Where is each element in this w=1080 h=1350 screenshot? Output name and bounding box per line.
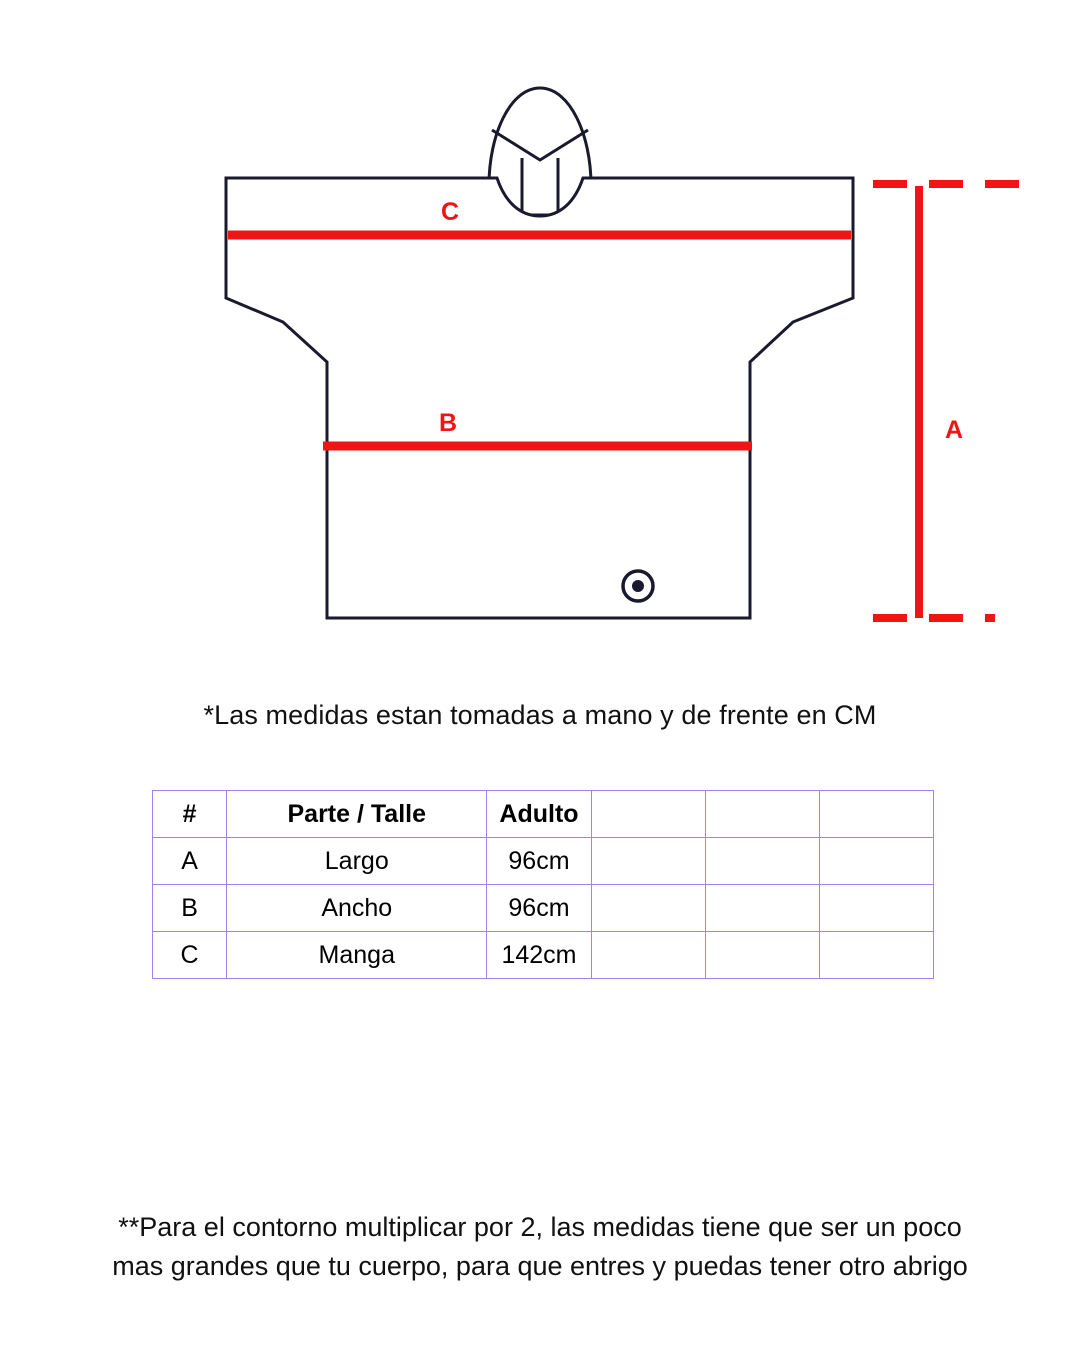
row-adulto: 96cm bbox=[487, 885, 591, 932]
garment-diagram bbox=[0, 40, 1080, 660]
row-empty-2 bbox=[705, 838, 819, 885]
size-table bbox=[152, 790, 934, 979]
row-index: C bbox=[153, 932, 227, 979]
poncho-body-outline bbox=[226, 178, 853, 618]
table-row bbox=[153, 885, 934, 932]
header-adulto: Adulto bbox=[487, 791, 591, 838]
row-empty-1 bbox=[591, 932, 705, 979]
row-part: Ancho bbox=[227, 885, 487, 932]
row-empty-3 bbox=[819, 932, 933, 979]
measure-label-c: C bbox=[440, 198, 460, 226]
size-table-container bbox=[152, 790, 934, 979]
measurement-note: *Las medidas estan tomadas a mano y de frente en CM bbox=[203, 700, 877, 730]
row-empty-3 bbox=[819, 838, 933, 885]
row-part: Largo bbox=[227, 838, 487, 885]
header-empty-3 bbox=[819, 791, 933, 838]
header-part: Parte / Talle bbox=[227, 791, 487, 838]
contour-note-line-2: mas grandes que tu cuerpo, para que entres y puedas tener otro abrigo bbox=[112, 1251, 968, 1282]
header-empty-2 bbox=[705, 791, 819, 838]
measure-label-a: A bbox=[944, 416, 964, 444]
contour-note-line-1: **Para el contorno multiplicar por 2, las medidas tiene que ser un poco bbox=[118, 1212, 962, 1242]
row-empty-2 bbox=[705, 932, 819, 979]
measure-label-b: B bbox=[438, 409, 458, 437]
row-empty-3 bbox=[819, 885, 933, 932]
row-empty-1 bbox=[591, 885, 705, 932]
row-index: B bbox=[153, 885, 227, 932]
header-empty-1 bbox=[591, 791, 705, 838]
contour-note bbox=[0, 1208, 1080, 1286]
table-row bbox=[153, 932, 934, 979]
table-header-row bbox=[153, 791, 934, 838]
row-adulto: 96cm bbox=[487, 838, 591, 885]
header-index: # bbox=[153, 791, 227, 838]
row-part: Manga bbox=[227, 932, 487, 979]
row-empty-1 bbox=[591, 838, 705, 885]
row-index: A bbox=[153, 838, 227, 885]
row-adulto: 142cm bbox=[487, 932, 591, 979]
row-empty-2 bbox=[705, 885, 819, 932]
table-row bbox=[153, 838, 934, 885]
